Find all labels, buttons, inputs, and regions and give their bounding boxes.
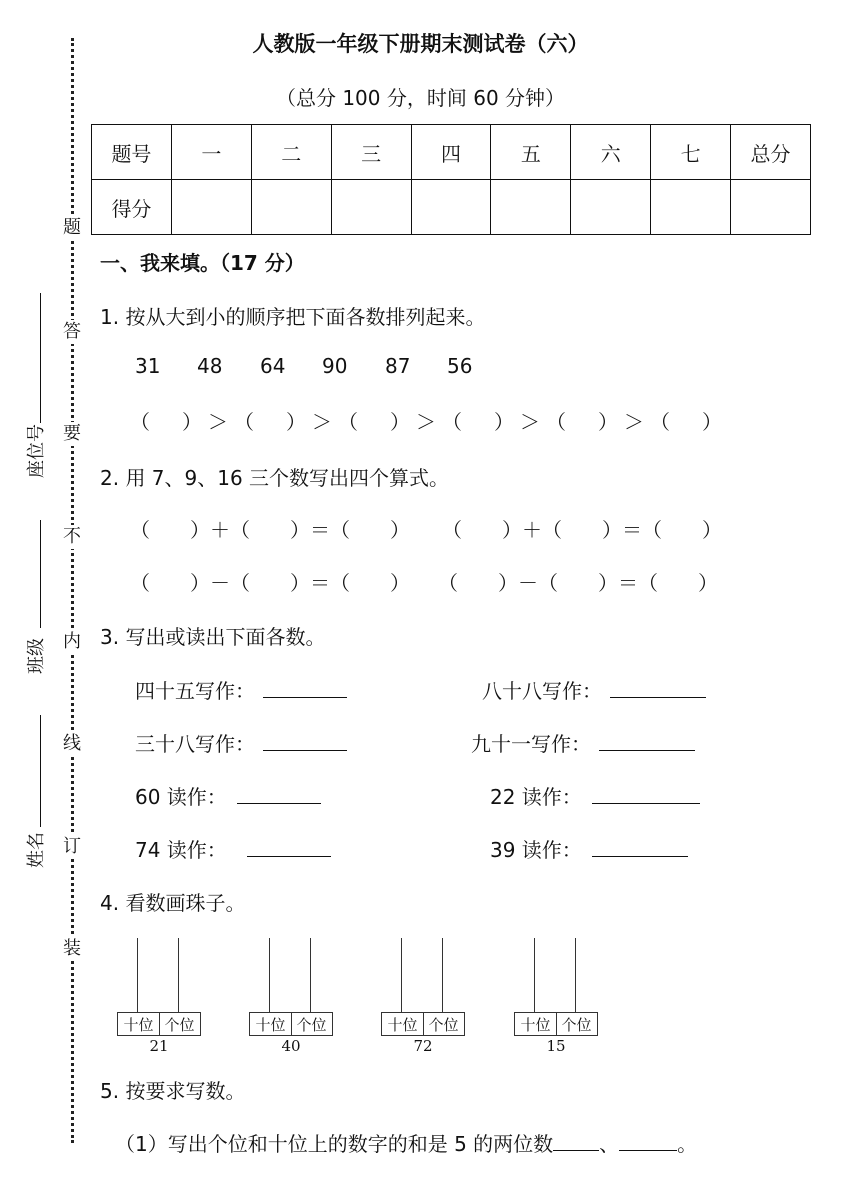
name-label: 姓名 (26, 832, 47, 868)
margin-char: 题 (63, 217, 81, 238)
score-cell[interactable] (411, 180, 491, 235)
score-cell[interactable] (491, 180, 571, 235)
ones-label: 个位 (296, 1016, 327, 1034)
score-cell[interactable] (571, 180, 651, 235)
ones-label: 个位 (428, 1016, 459, 1034)
table-cell: 五 (491, 125, 571, 180)
abacus-base (381, 1012, 465, 1036)
tens-rod[interactable] (269, 938, 270, 1012)
read-item-label: 60 读作： (135, 785, 227, 809)
ones-rod[interactable] (178, 938, 179, 1012)
ones-label: 个位 (164, 1016, 195, 1034)
number-item: 31 (135, 354, 161, 378)
abacus-number: 21 (149, 1037, 169, 1055)
margin-char: 答 (63, 321, 81, 342)
end-mark: 。 (677, 1132, 698, 1156)
table-cell: 六 (571, 125, 651, 180)
tens-label: 十位 (387, 1016, 418, 1034)
tens-rod[interactable] (534, 938, 535, 1012)
answer-blank[interactable] (263, 750, 347, 751)
number-item: 87 (385, 354, 411, 378)
question-2-text: 2. 用 7、9、16 三个数写出四个算式。 (100, 466, 450, 490)
margin-char: 不 (63, 526, 81, 547)
page-title: 人教版一年级下册期末测试卷（六） (252, 32, 589, 56)
score-cell[interactable] (251, 180, 331, 235)
margin-char: 内 (63, 631, 81, 652)
score-cell[interactable] (171, 180, 251, 235)
seat-number-line[interactable] (40, 293, 41, 423)
write-item (135, 728, 347, 757)
ones-rod[interactable] (442, 938, 443, 1012)
abacus-base (514, 1012, 598, 1036)
table-cell: 二 (251, 125, 331, 180)
score-cell[interactable] (731, 180, 811, 235)
answer-blank[interactable] (619, 1150, 677, 1151)
class-line[interactable] (40, 520, 41, 628)
answer-blank[interactable] (592, 856, 688, 857)
question-1-text: 1. 按从大到小的顺序把下面各数排列起来。 (100, 305, 486, 329)
tens-rod[interactable] (137, 938, 138, 1012)
number-item: 90 (322, 354, 348, 378)
ordering-answer-line[interactable]: （ ）＞（ ）＞（ ）＞（ ）＞（ ）＞（ ） (130, 410, 728, 434)
sub-question-text: （1）写出个位和十位上的数字的和是 5 的两位数 (115, 1132, 554, 1156)
question-5-text: 5. 按要求写数。 (100, 1079, 246, 1103)
read-item (135, 781, 321, 810)
table-cell: 得分 (92, 180, 172, 235)
read-item (135, 834, 331, 863)
equation-sub-2[interactable]: （ ）－（ ）＝（ ） (438, 571, 718, 595)
number-item: 56 (447, 354, 473, 378)
abacus-number: 72 (413, 1037, 433, 1055)
number-item: 48 (197, 354, 223, 378)
margin-char: 要 (63, 423, 81, 444)
write-item-label: 八十八写作： (482, 679, 602, 703)
seat-number-label: 座位号 (26, 424, 47, 478)
table-cell: 一 (171, 125, 251, 180)
tens-label: 十位 (123, 1016, 154, 1034)
margin-char: 装 (63, 938, 81, 959)
abacus-number: 40 (281, 1037, 301, 1055)
ones-rod[interactable] (575, 938, 576, 1012)
write-item-label: 九十一写作： (471, 732, 591, 756)
equation-sub-1[interactable]: （ ）－（ ）＝（ ） (130, 571, 410, 595)
class-label: 班级 (26, 638, 47, 674)
read-item (490, 781, 700, 810)
write-item (482, 675, 706, 704)
table-cell: 题号 (92, 125, 172, 180)
read-item (490, 834, 688, 863)
score-cell[interactable] (651, 180, 731, 235)
write-item-label: 三十八写作： (135, 732, 255, 756)
tens-label: 十位 (520, 1016, 551, 1034)
abacus-base (249, 1012, 333, 1036)
section-heading: 一、我来填。（17 分） (100, 251, 305, 275)
page-subtitle: （总分 100 分，时间 60 分钟） (275, 86, 566, 110)
question-3-text: 3. 写出或读出下面各数。 (100, 625, 326, 649)
answer-blank[interactable] (610, 697, 706, 698)
margin-char: 订 (63, 836, 81, 857)
abacus[interactable] (514, 938, 598, 1058)
equation-add-2[interactable]: （ ）＋（ ）＝（ ） (442, 518, 722, 542)
answer-blank[interactable] (237, 803, 321, 804)
answer-blank[interactable] (247, 856, 331, 857)
table-cell: 总分 (731, 125, 811, 180)
write-item (135, 675, 347, 704)
answer-blank[interactable] (592, 803, 700, 804)
score-table-score-row (92, 180, 811, 235)
abacus-number: 15 (546, 1037, 566, 1055)
score-table-header-row (92, 125, 811, 180)
question-4-text: 4. 看数画珠子。 (100, 891, 246, 915)
abacus-base (117, 1012, 201, 1036)
binding-dotted-line (71, 38, 74, 1143)
read-item-label: 39 读作： (490, 838, 582, 862)
equation-add-1[interactable]: （ ）＋（ ）＝（ ） (130, 518, 410, 542)
separator: 、 (599, 1132, 620, 1156)
read-item-label: 74 读作： (135, 838, 227, 862)
question-5-sub-1 (115, 1128, 697, 1157)
number-item: 64 (260, 354, 286, 378)
tens-rod[interactable] (401, 938, 402, 1012)
margin-char: 线 (63, 733, 81, 754)
answer-blank[interactable] (599, 750, 695, 751)
abacus[interactable] (249, 938, 333, 1058)
table-cell: 七 (651, 125, 731, 180)
abacus[interactable] (117, 938, 201, 1058)
write-item (471, 728, 695, 757)
tens-label: 十位 (255, 1016, 286, 1034)
answer-blank[interactable] (553, 1150, 599, 1151)
ones-rod[interactable] (310, 938, 311, 1012)
name-line[interactable] (40, 715, 41, 827)
write-item-label: 四十五写作： (135, 679, 255, 703)
abacus[interactable] (381, 938, 465, 1058)
answer-blank[interactable] (263, 697, 347, 698)
table-cell: 四 (411, 125, 491, 180)
score-cell[interactable] (331, 180, 411, 235)
read-item-label: 22 读作： (490, 785, 582, 809)
score-table (91, 124, 811, 235)
ones-label: 个位 (561, 1016, 592, 1034)
table-cell: 三 (331, 125, 411, 180)
